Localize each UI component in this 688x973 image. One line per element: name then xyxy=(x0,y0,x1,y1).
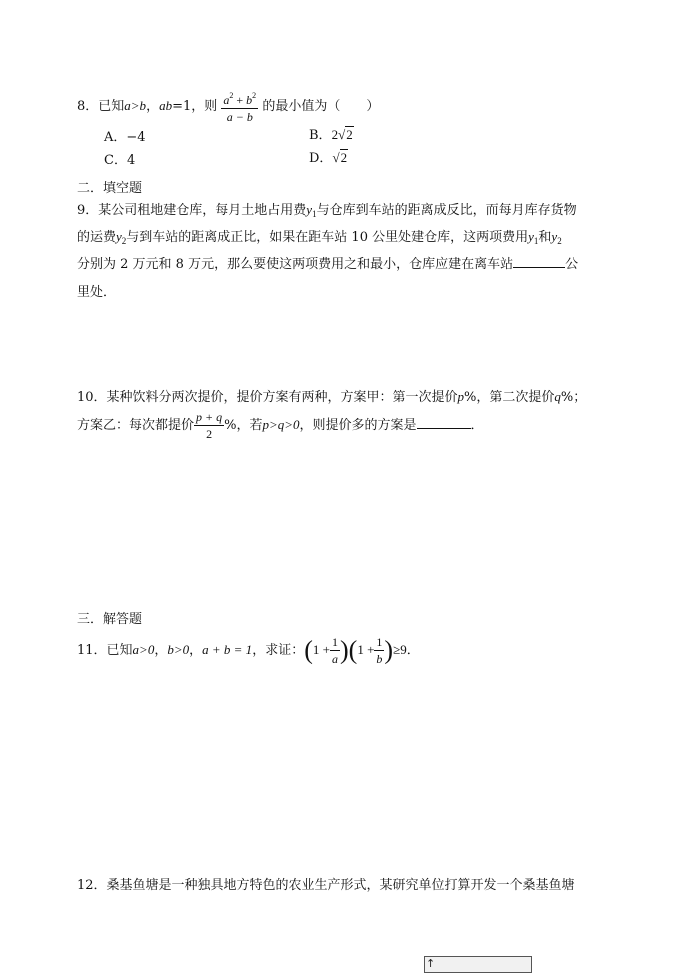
q9-line1 xyxy=(77,199,577,219)
q11-one2: 1 + xyxy=(357,642,375,657)
q9-text-1a: 9．某公司租地建仓库，每月土地占用费 xyxy=(77,203,307,218)
q10-fraction xyxy=(194,409,224,442)
q11-fraction2 xyxy=(374,634,384,667)
q8-frac-den: a − b xyxy=(221,108,258,125)
q8-option-d xyxy=(309,147,348,166)
q9-text-3b: 公 xyxy=(565,257,579,272)
q9-text-2a: 的运费 xyxy=(77,230,117,245)
q8-frac-a: a xyxy=(223,93,230,107)
q11-mid: ，求证： xyxy=(252,643,305,658)
q11-den1: a xyxy=(331,652,338,666)
cropped-figure-box xyxy=(424,956,532,973)
q8-frac-exp2: 2 xyxy=(252,91,257,100)
q9-y1-sub: 1 xyxy=(312,209,317,219)
q10-frac-den: 2 xyxy=(194,425,224,442)
q10-end: ． xyxy=(470,418,484,433)
q11-cond3: a + b = 1 xyxy=(202,642,253,657)
q8-suffix: 的最小值为（ ） xyxy=(262,99,380,114)
q8-option-a: A．−4 xyxy=(104,130,146,145)
q8-option-d-label: D． xyxy=(309,151,333,166)
q8-prefix: 8．已知 xyxy=(77,99,125,114)
q11-cond1: a>0 xyxy=(132,642,155,657)
right-paren-icon: ) xyxy=(339,635,349,665)
q10-p: p xyxy=(457,389,465,404)
q9-text-3a: 分别为 2 万元和 8 万元，那么要使这两项费用之和最小，仓库应建在离车站 xyxy=(77,257,514,272)
q9-answer-blank[interactable] xyxy=(513,255,565,268)
q11-den2: b xyxy=(376,652,383,666)
arrow-up-icon: ↑ xyxy=(426,957,436,970)
q10-text-2c: ，则提价多的方案是 xyxy=(299,418,417,433)
q10-line1 xyxy=(77,386,586,405)
q9-y2b-sub: 2 xyxy=(557,236,562,246)
sqrt-icon: √2 xyxy=(338,127,353,142)
q9-y2b: y xyxy=(551,229,558,244)
sqrt-icon: √2 xyxy=(332,150,348,165)
q8-option-c: C．4 xyxy=(104,153,136,168)
q9-y1b: y xyxy=(528,229,534,244)
q10-frac-num: p + q xyxy=(196,410,223,424)
q10-line2 xyxy=(77,406,484,444)
q8-option-b xyxy=(309,124,354,143)
q10-answer-blank[interactable] xyxy=(417,416,471,429)
q10-pct2: %； xyxy=(560,390,587,405)
q8-cond2: ab xyxy=(159,98,173,113)
q11-sep1: ， xyxy=(154,643,168,658)
section-answer-title: 三．解答题 xyxy=(77,612,143,627)
q9-y1b-sub: 1 xyxy=(533,236,539,246)
section-fill-in-title: 二．填空题 xyxy=(77,181,143,196)
q11-sep2: ， xyxy=(189,643,203,658)
q9-line3 xyxy=(77,253,578,272)
q10-q: q xyxy=(554,389,561,404)
q8-eq: =1，则 xyxy=(172,99,218,114)
right-paren-icon: ) xyxy=(384,635,394,665)
q8-fraction xyxy=(221,88,258,125)
q8-option-b-radicand: 2 xyxy=(346,127,353,142)
q11-num2: 1 xyxy=(376,635,383,649)
q9-y2: y xyxy=(116,229,122,244)
q8-frac-exp: 2 xyxy=(229,91,234,100)
q9-text-2b: 与到车站的距离成正比，如果在距车站 10 公里处建仓库，这两项费用 xyxy=(126,230,529,245)
q11-cond2: b>0 xyxy=(167,642,190,657)
q9-line2 xyxy=(77,226,562,246)
q11-one1: 1 + xyxy=(312,642,330,657)
q10-text-1a: 10．某种饮料分两次提价，提价方案有两种，方案甲：第一次提价 xyxy=(77,390,458,405)
q8-option-b-coef: 2 xyxy=(331,127,339,142)
q11-prefix: 11．已知 xyxy=(77,643,133,658)
q9-and: 和 xyxy=(538,230,552,245)
q8-frac-plus: + xyxy=(233,93,247,107)
q10-text-2b: %，若 xyxy=(224,418,263,433)
q10-text-2a: 方案乙：每次都提价 xyxy=(77,418,195,433)
q11-fraction1 xyxy=(330,634,340,667)
q8-frac-b: b xyxy=(246,93,253,107)
left-paren-icon: ( xyxy=(304,635,313,665)
q8-option-b-label: B． xyxy=(309,128,332,143)
q12-line1: 12．桑基鱼塘是一种独具地方特色的农业生产形式，某研究单位打算开发一个桑基鱼塘 xyxy=(77,878,575,893)
q11-tail: ≥9． xyxy=(393,642,420,657)
q10-cond: p>q>0 xyxy=(262,417,300,432)
left-paren-icon: ( xyxy=(348,635,358,665)
q8-line xyxy=(77,88,379,122)
q11-num1: 1 xyxy=(331,635,338,649)
q10-pct1: %，第二次提价 xyxy=(464,390,555,405)
q11-line xyxy=(77,630,420,670)
q8-option-d-radicand: 2 xyxy=(340,150,348,165)
q9-y1: y xyxy=(306,202,313,217)
q8-sep1: ， xyxy=(146,99,160,114)
q8-cond1: a>b xyxy=(124,98,147,113)
q9-line4: 里处． xyxy=(77,285,117,300)
q9-y2-sub: 2 xyxy=(121,236,127,246)
q9-text-1b: 与仓库到车站的距离成反比，而每月库存货物 xyxy=(316,203,577,218)
